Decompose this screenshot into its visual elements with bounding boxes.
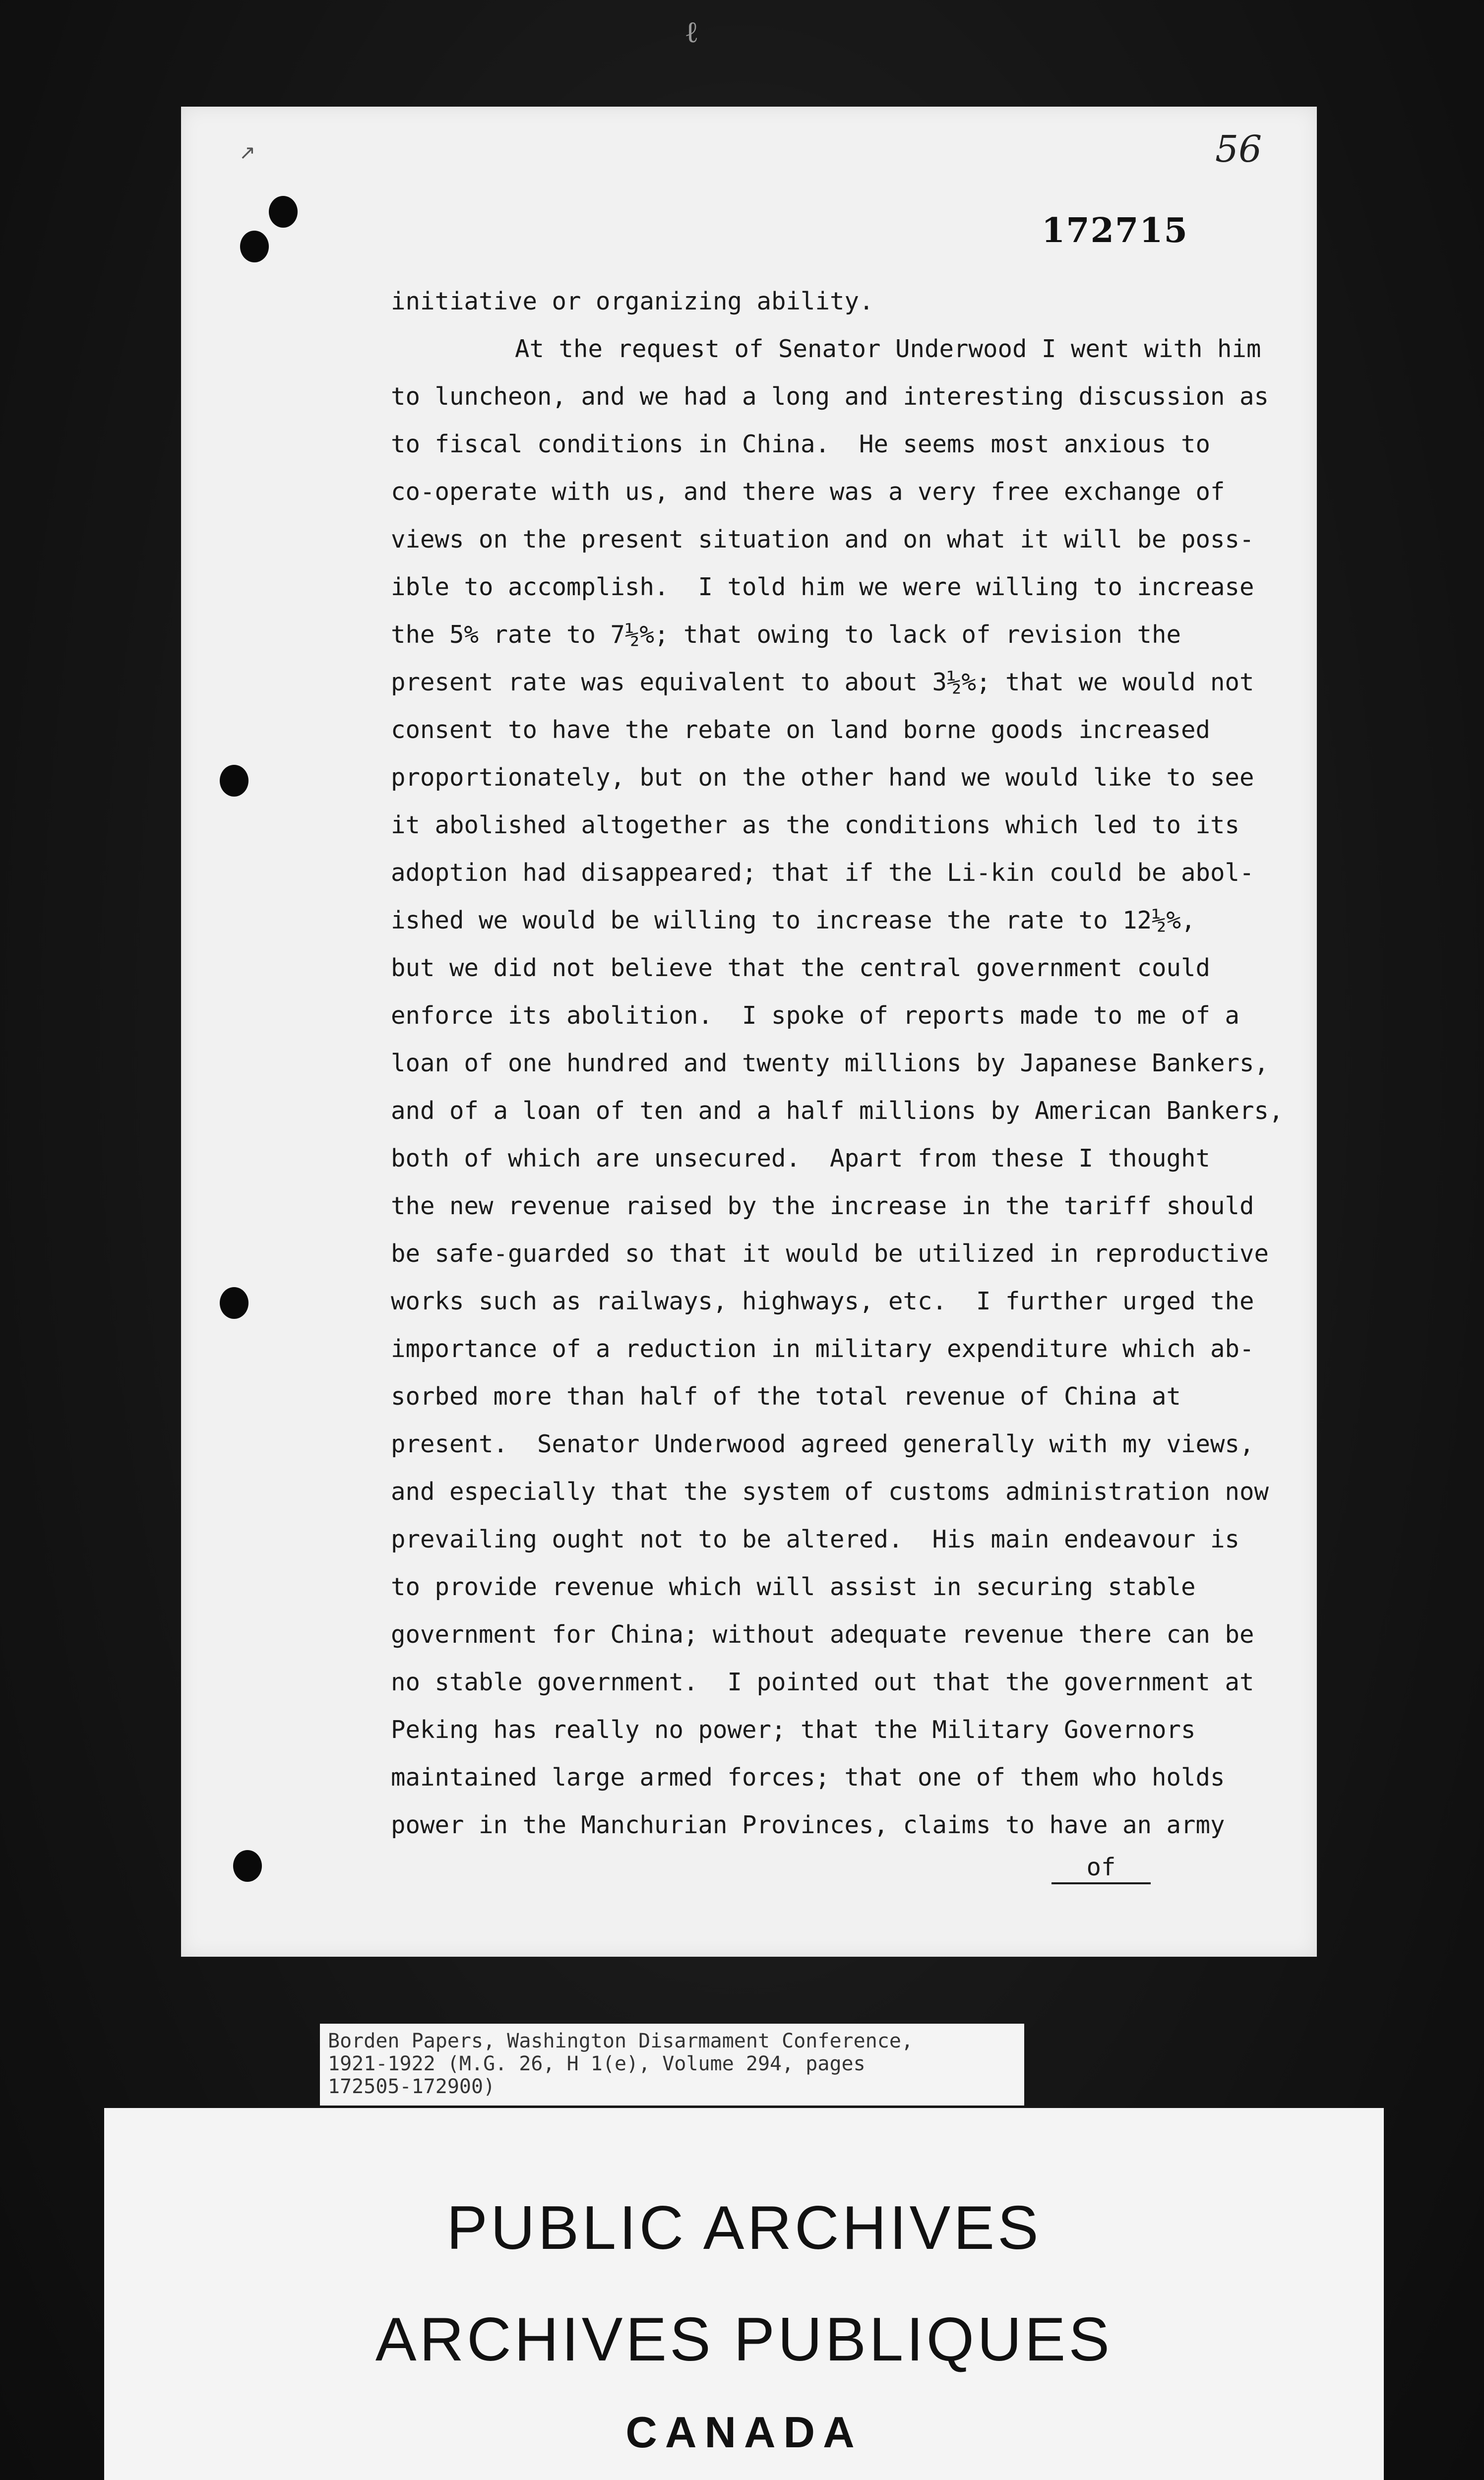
text-line: and especially that the system of customs administration now: [391, 1478, 1269, 1506]
text-line: both of which are unsecured. Apart from these I thought: [391, 1144, 1211, 1173]
text-line: but we did not believe that the central government could: [391, 954, 1211, 982]
letter-body: [391, 278, 1284, 1849]
text-line: present. Senator Underwood agreed generally with my views,: [391, 1430, 1254, 1458]
text-line: enforce its abolition. I spoke of reports made to me of a: [391, 1001, 1240, 1030]
punch-hole: [220, 765, 248, 797]
text-line: consent to have the rebate on land borne goods increased: [391, 716, 1211, 744]
text-line: prevailing ought not to be altered. His main endeavour is: [391, 1525, 1240, 1553]
reference-line: 1921-1922 (M.G. 26, H 1(e), Volume 294, pages: [328, 2052, 866, 2075]
text-line: government for China; without adequate revenue there can be: [391, 1620, 1254, 1649]
text-line: the new revenue raised by the increase in the tariff should: [391, 1192, 1254, 1220]
text-line: At the request of Senator Underwood I went with him: [515, 335, 1261, 363]
pencil-tick-mark: ↗: [239, 141, 256, 164]
text-line: adoption had disappeared; that if the Li-kin could be abol-: [391, 859, 1254, 887]
archive-reference-label: [320, 2024, 1024, 2106]
text-line: sorbed more than half of the total revenue of China at: [391, 1382, 1181, 1411]
text-line: works such as railways, highways, etc. I further urged the: [391, 1287, 1254, 1315]
text-line: it abolished altogether as the conditions which led to its: [391, 811, 1240, 839]
punch-hole: [269, 196, 298, 228]
punch-hole: [220, 1287, 248, 1319]
text-line: ished we would be willing to increase the rate to 12½%,: [391, 906, 1196, 934]
text-line: be safe-guarded so that it would be utilized in reproductive: [391, 1240, 1269, 1268]
stamp-line-country: CANADA: [625, 2408, 863, 2457]
archive-stamp: [104, 2108, 1384, 2480]
punch-hole: [233, 1850, 262, 1882]
stamp-line-french: ARCHIVES PUBLIQUES: [375, 2305, 1113, 2374]
text-line: power in the Manchurian Provinces, claims to have an army: [391, 1811, 1225, 1839]
punch-hole: [240, 231, 269, 262]
document-number: 172715: [1042, 211, 1188, 250]
text-line: initiative or organizing ability.: [391, 287, 874, 315]
text-line: loan of one hundred and twenty millions by Japanese Bankers,: [391, 1049, 1269, 1077]
text-line: present rate was equivalent to about 3½%; that we would not: [391, 668, 1254, 696]
stamp-line-english: PUBLIC ARCHIVES: [446, 2194, 1042, 2262]
handwritten-page-number: 56: [1215, 128, 1262, 171]
text-line: the 5% rate to 7½%; that owing to lack of revision the: [391, 620, 1181, 649]
text-line: co-operate with us, and there was a very free exchange of: [391, 478, 1225, 506]
catchword: of: [1051, 1853, 1151, 1884]
text-line: and of a loan of ten and a half millions by American Bankers,: [391, 1097, 1284, 1125]
text-line: views on the present situation and on what it will be poss-: [391, 525, 1254, 554]
reference-line: Borden Papers, Washington Disarmament Conference,: [328, 2030, 914, 2052]
text-line: to luncheon, and we had a long and interesting discussion as: [391, 382, 1269, 411]
text-line: proportionately, but on the other hand we would like to see: [391, 763, 1254, 792]
film-top-mark: ℓ: [684, 15, 699, 50]
text-line: to provide revenue which will assist in securing stable: [391, 1573, 1196, 1601]
text-line: to fiscal conditions in China. He seems most anxious to: [391, 430, 1211, 458]
text-line: ible to accomplish. I told him we were willing to increase: [391, 573, 1254, 601]
text-line: importance of a reduction in military expenditure which ab-: [391, 1335, 1254, 1363]
text-line: maintained large armed forces; that one of them who holds: [391, 1763, 1225, 1792]
text-line: no stable government. I pointed out that the government at: [391, 1668, 1254, 1696]
reference-line: 172505-172900): [328, 2075, 495, 2098]
text-line: Peking has really no power; that the Military Governors: [391, 1716, 1196, 1744]
